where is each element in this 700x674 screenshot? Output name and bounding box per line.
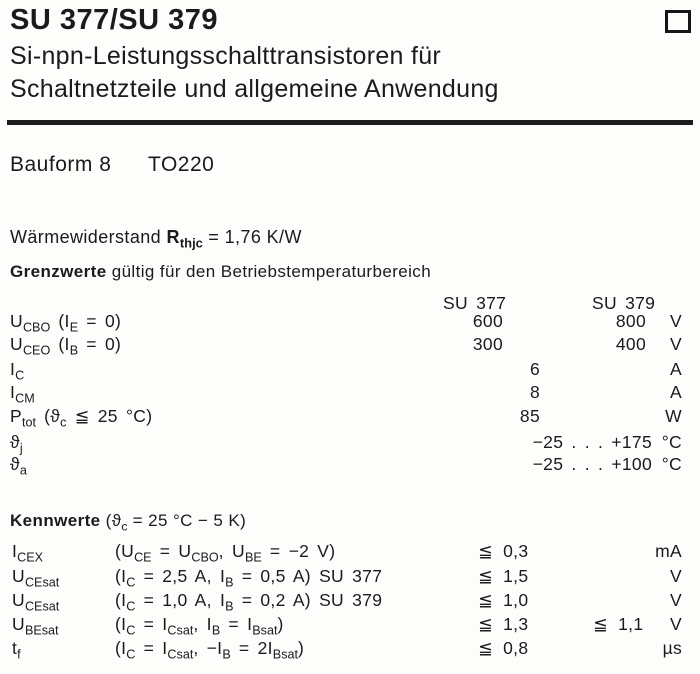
column-header-su377: SU 377	[443, 293, 507, 313]
grenzwerte-heading-rest: gültig für den Betriebstemperaturbereich	[106, 262, 432, 281]
param-symbol: $U_{CBO}$ $(I_E = 0)$	[10, 311, 122, 335]
unit: V	[670, 334, 682, 354]
value-su379: 400	[615, 334, 646, 354]
table-row	[10, 332, 690, 356]
doc-subtitle	[10, 40, 499, 106]
unit: A	[670, 382, 682, 402]
table-row	[10, 588, 690, 612]
limit-su379: ≦ 1,1	[593, 614, 644, 634]
value-su377: 300	[472, 334, 503, 354]
table-row	[10, 636, 690, 660]
kennwerte-heading-bold: Kennwerte	[10, 511, 101, 530]
thermal-symbol: $R_{thjc}$	[166, 227, 203, 251]
value-shared: 6	[529, 359, 540, 379]
value-shared: 85	[519, 406, 540, 426]
unit: A	[670, 359, 682, 379]
param-symbol: $P_{tot}$ ($ϑ_c$ ≦ 25 °C)	[10, 406, 153, 430]
table-row	[10, 452, 690, 476]
unit: µs	[662, 638, 682, 658]
value-su377: 600	[472, 311, 503, 331]
unit: V	[670, 566, 682, 586]
param-symbol: $ϑ_a$	[10, 454, 27, 478]
param-symbol: $U_{CEsat}$	[12, 566, 60, 590]
unit: V	[670, 614, 682, 634]
corner-square-icon	[665, 10, 691, 33]
unit: °C	[661, 454, 682, 474]
test-condition: ($I_C = 1,0$ A, $I_B = 0,2$ A) SU 379	[115, 590, 383, 614]
value-range: −25 . . . +175	[532, 432, 652, 452]
limit-su377: ≦ 1,3	[478, 614, 529, 634]
subtitle-line-2: Schaltnetzteile und allgemeine Anwendung	[10, 75, 499, 103]
unit: °C	[661, 432, 682, 452]
limit-su377: ≦ 1,5	[478, 566, 529, 586]
package-label: Bauform 8	[10, 153, 112, 176]
grenzwerte-heading	[10, 262, 431, 282]
table-row	[10, 430, 690, 454]
package-value: TO220	[148, 153, 215, 176]
limit-su377: ≦ 0,8	[478, 638, 529, 658]
unit: V	[670, 590, 682, 610]
unit: mA	[655, 541, 682, 561]
table-row	[10, 612, 690, 636]
test-condition: ($U_{CE} = U_{CBO}$, $U_{BE} = -2$ V)	[115, 541, 336, 565]
grenzwerte-heading-bold: Grenzwerte	[10, 262, 107, 281]
test-condition: ($I_C = I_{Csat}$, $-I_B = 2I_{Bsat}$)	[115, 638, 305, 662]
value-shared: 8	[529, 382, 540, 402]
param-symbol: $U_{CEO}$ $(I_B = 0)$	[10, 334, 122, 358]
param-symbol: $U_{BEsat}$	[12, 614, 59, 638]
kennwerte-heading	[10, 511, 247, 534]
table-row	[10, 564, 690, 588]
thermal-value: = 1,76 K/W	[202, 227, 302, 247]
value-su379: 800	[615, 311, 646, 331]
thermal-resistance-line	[10, 227, 302, 251]
value-range: −25 . . . +100	[532, 454, 652, 474]
limit-su377: ≦ 0,3	[478, 541, 529, 561]
table-row	[10, 539, 690, 563]
test-condition: ($I_C = 2,5$ A, $I_B = 0,5$ A) SU 377	[115, 566, 383, 590]
table-row	[10, 309, 690, 333]
package-line	[10, 153, 690, 179]
param-symbol: $U_{CEsat}$	[12, 590, 60, 614]
kennwerte-heading-rest: ($ϑ_c = 25$ °C − 5 K)	[100, 511, 247, 534]
limit-su377: ≦ 1,0	[478, 590, 529, 610]
test-condition: ($I_C = I_{Csat}$, $I_B = I_{Bsat}$)	[115, 614, 284, 638]
doc-title: SU 377/SU 379	[10, 4, 219, 36]
param-symbol: $I_C$	[10, 359, 25, 383]
param-symbol: $I_{CEX}$	[12, 541, 44, 565]
table-row	[10, 380, 690, 404]
subtitle-line-1: Si-npn-Leistungsschalttransistoren für	[10, 42, 442, 70]
param-symbol: $I_{CM}$	[10, 382, 35, 406]
param-symbol: $t_f$	[12, 638, 21, 662]
param-symbol: $ϑ_j$	[10, 432, 23, 456]
horizontal-rule	[7, 120, 693, 125]
unit: V	[670, 311, 682, 331]
table-row	[10, 404, 690, 428]
table-row	[10, 357, 690, 381]
thermal-prefix: Wärmewiderstand	[10, 227, 167, 247]
unit: W	[665, 406, 682, 426]
column-header-su379: SU 379	[592, 293, 656, 313]
